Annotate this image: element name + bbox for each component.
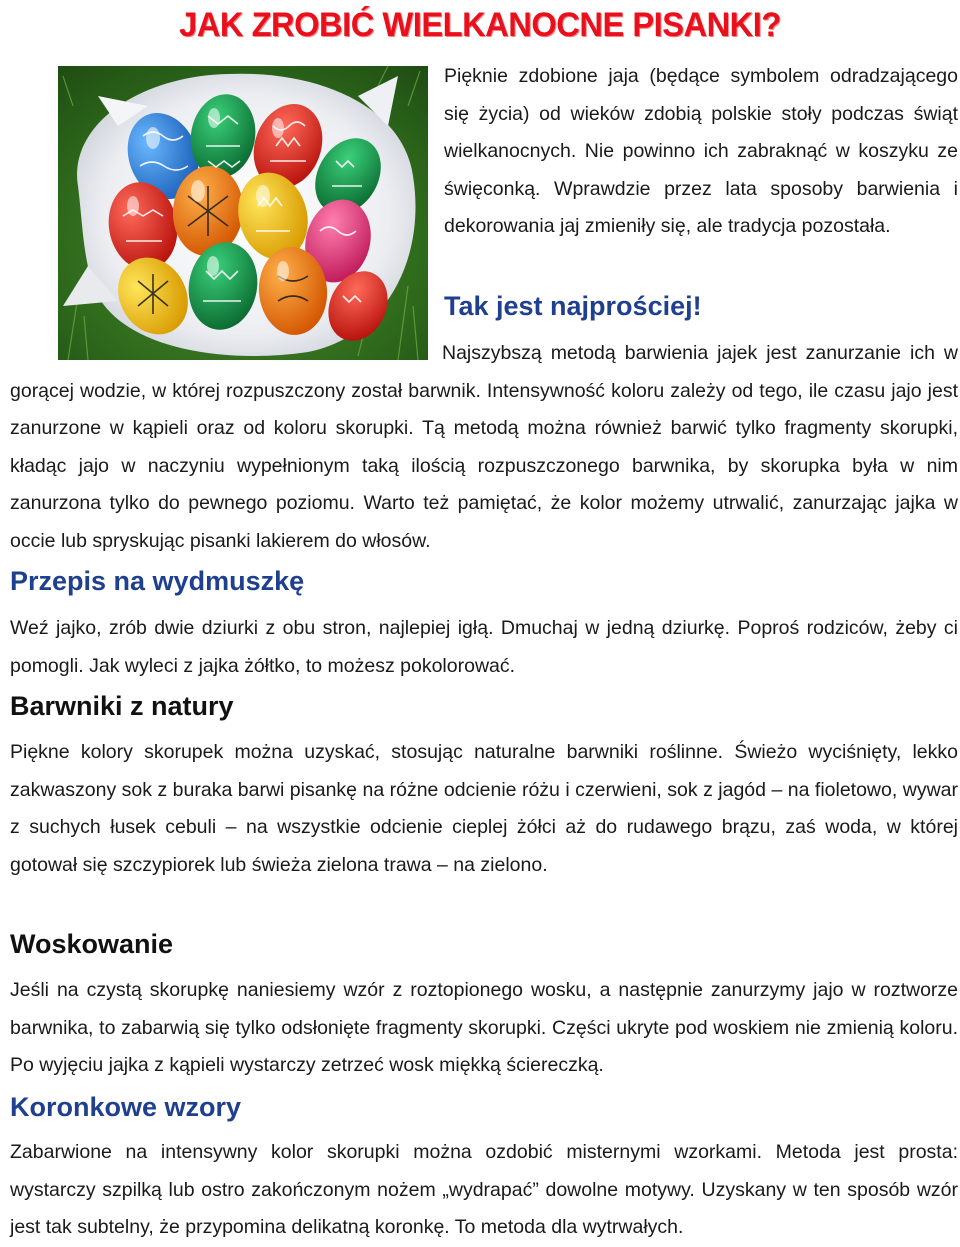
section-text-waxing: Jeśli na czystą skorupkę naniesiemy wzór z roztopionego wosku, a następnie zanurzymy jajo w roztworze barwnika, to zabarwią się tylko odsłonięte fragmenty skorupki. Części ukryte pod woskiem nie zmienią koloru. Po wyjęciu jajka z kąpieli wystarczy zetrzeć wosk miękką ściereczką. [10, 979, 958, 1076]
section-heading-simplest: Tak jest najprościej! [444, 291, 702, 321]
section-heading-waxing: Woskowanie [10, 929, 174, 959]
section-heading-lace-patterns: Koronkowe wzory [10, 1092, 242, 1122]
section-text-natural-dyes: Piękne kolory skorupek można uzyskać, stosując naturalne barwniki roślinne. Świeżo wyciśnięty, lekko zakwaszony sok z buraka barwi pisankę na różne odcienie różu i czerwieni, sok z jagód – na fioletowo, wywar z suchych łusek cebuli – na wszystkie odcienie cieplej żółci aż do rudawego brązu, zaś woda, w której gotował się szczypiorek lub świeża zielona trawa – na zielono. [10, 741, 958, 876]
section-text-blown-egg: Weź jajko, zrób dwie dziurki z obu stron, najlepiej igłą. Dmuchaj w jedną dziurkę. Poproś rodziców, żeby ci pomogli. Jak wyleci z jajka żółtko, to możesz pokolorować. [10, 617, 958, 677]
section-heading-natural-dyes: Barwniki z natury [10, 691, 234, 721]
section-heading-blown-egg: Przepis na wydmuszkę [10, 566, 305, 596]
section-text-simplest [10, 335, 958, 560]
section-text-lace-patterns: Zabarwione na intensywny kolor skorupki można ozdobić misternymi wzorkami. Metoda jest prosta: wystarczy szpilką lub ostro zakończonym nożem „wydrapać” dowolne motywy. Uzyskany w ten sposób wzór jest tak subtelny, że przypomina delikatną koronkę. To metoda dla wytrwałych. [10, 1141, 958, 1238]
intro-paragraph: Pięknie zdobione jaja (będące symbolem odradzającego się życia) od wieków zdobią polskie stoły podczas świąt wielkanocnych. Nie powinno ich zabraknąć w koszyku ze święconką. Wprawdzie przez lata sposoby barwienia i dekorowania jaj zmieniły się, ale tradycja pozostała. [444, 65, 958, 237]
section-text-simplest-body: Najszybszą metodą barwienia jajek jest zanurzanie ich w gorącej wodzie, w której rozpuszczony został barwnik. Intensywność koloru zależy od tego, ile czasu jajo jest zanurzone w kąpieli oraz od koloru skorupki. Tą metodą można również barwić tylko fragmenty skorupki, kładąc jajo w naczyniu wypełnionym taką ilością rozpuszczonego barwnika, by skorupka była w nim zanurzona tylko do pewnego poziomu. Warto też pamiętać, że kolor możemy utrwalić, zanurzając jajka w occie lub spryskując pisanki lakierem do włosów. [10, 342, 958, 552]
page-title: JAK ZROBIĆ WIELKANOCNE PISANKI? [179, 6, 781, 44]
easter-eggs-basket-photo [58, 66, 428, 360]
